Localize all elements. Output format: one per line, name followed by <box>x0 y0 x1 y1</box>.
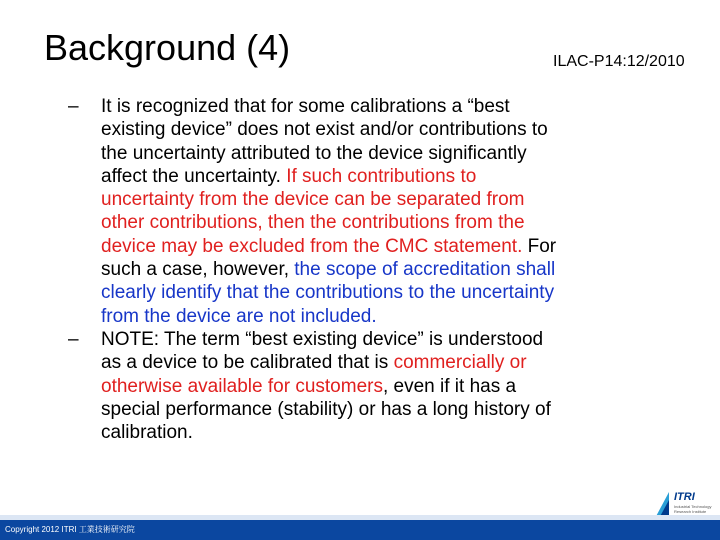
bullet-dash: – <box>68 96 79 117</box>
bullet-line <box>101 142 708 165</box>
bullet-line <box>101 421 708 444</box>
red-emphasis-text: device may be excluded from the CMC statement. <box>101 235 523 257</box>
red-emphasis-text: uncertainty from the device can be separated from <box>101 189 525 211</box>
bullet-line <box>101 188 708 211</box>
red-emphasis-text: If such contributions to <box>286 165 477 187</box>
bullet-line <box>101 351 708 374</box>
bullet-line <box>101 165 708 188</box>
bullet-list <box>68 95 708 444</box>
bullet-line <box>101 118 708 141</box>
bullet-item <box>68 95 708 328</box>
bullet-line <box>101 235 708 258</box>
body-text: For <box>522 235 557 257</box>
bullet-line <box>101 398 708 421</box>
logo-subtitle-line-1: Industrial Technology <box>674 504 712 509</box>
body-text: the uncertainty attributed to the device significantly <box>101 142 527 164</box>
body-text: such a case, however, <box>101 259 295 281</box>
body-text: It is recognized that for some calibrations a “best <box>101 96 510 117</box>
red-emphasis-text: otherwise available for customers <box>101 375 383 397</box>
bullet-line <box>101 281 708 304</box>
logo-wordmark: ITRI <box>674 491 695 503</box>
body-text: NOTE: The term “best existing device” is understood <box>101 328 544 350</box>
red-emphasis-text: other contributions, then the contributions from the <box>101 212 525 234</box>
bullet-line <box>101 305 708 328</box>
bullet-line <box>101 375 708 398</box>
bullet-item <box>68 328 708 444</box>
slide-title: Background (4) <box>44 27 291 68</box>
blue-emphasis-text: from the device are not included. <box>101 305 377 327</box>
bullet-line <box>101 258 708 281</box>
body-text: existing device” does not exist and/or contributions to <box>101 119 548 141</box>
logo-subtitle-line-2: Research Institute <box>674 509 707 514</box>
body-text: affect the uncertainty. <box>101 165 287 187</box>
body-text: as a device to be calibrated that is <box>101 352 394 374</box>
bullet-line <box>101 328 708 351</box>
footer-copyright: Copyright 2012 ITRI 工業技術研究院 <box>5 525 135 534</box>
body-text: , even if it has a <box>382 375 517 397</box>
reference-code: ILAC-P14:12/2010 <box>553 53 685 70</box>
body-text: calibration. <box>101 422 193 444</box>
blue-emphasis-text: clearly identify that the contributions to the uncertainty <box>101 282 555 304</box>
body-text: special performance (stability) or has a long history of <box>101 398 551 420</box>
footer-bar <box>0 520 720 540</box>
blue-emphasis-text: the scope of accreditation shall <box>294 259 556 281</box>
bullet-line <box>101 95 708 118</box>
bullet-dash: – <box>68 328 79 350</box>
red-emphasis-text: commercially or <box>393 352 527 374</box>
bullet-line <box>101 211 708 234</box>
logo-subtitle <box>674 504 712 514</box>
